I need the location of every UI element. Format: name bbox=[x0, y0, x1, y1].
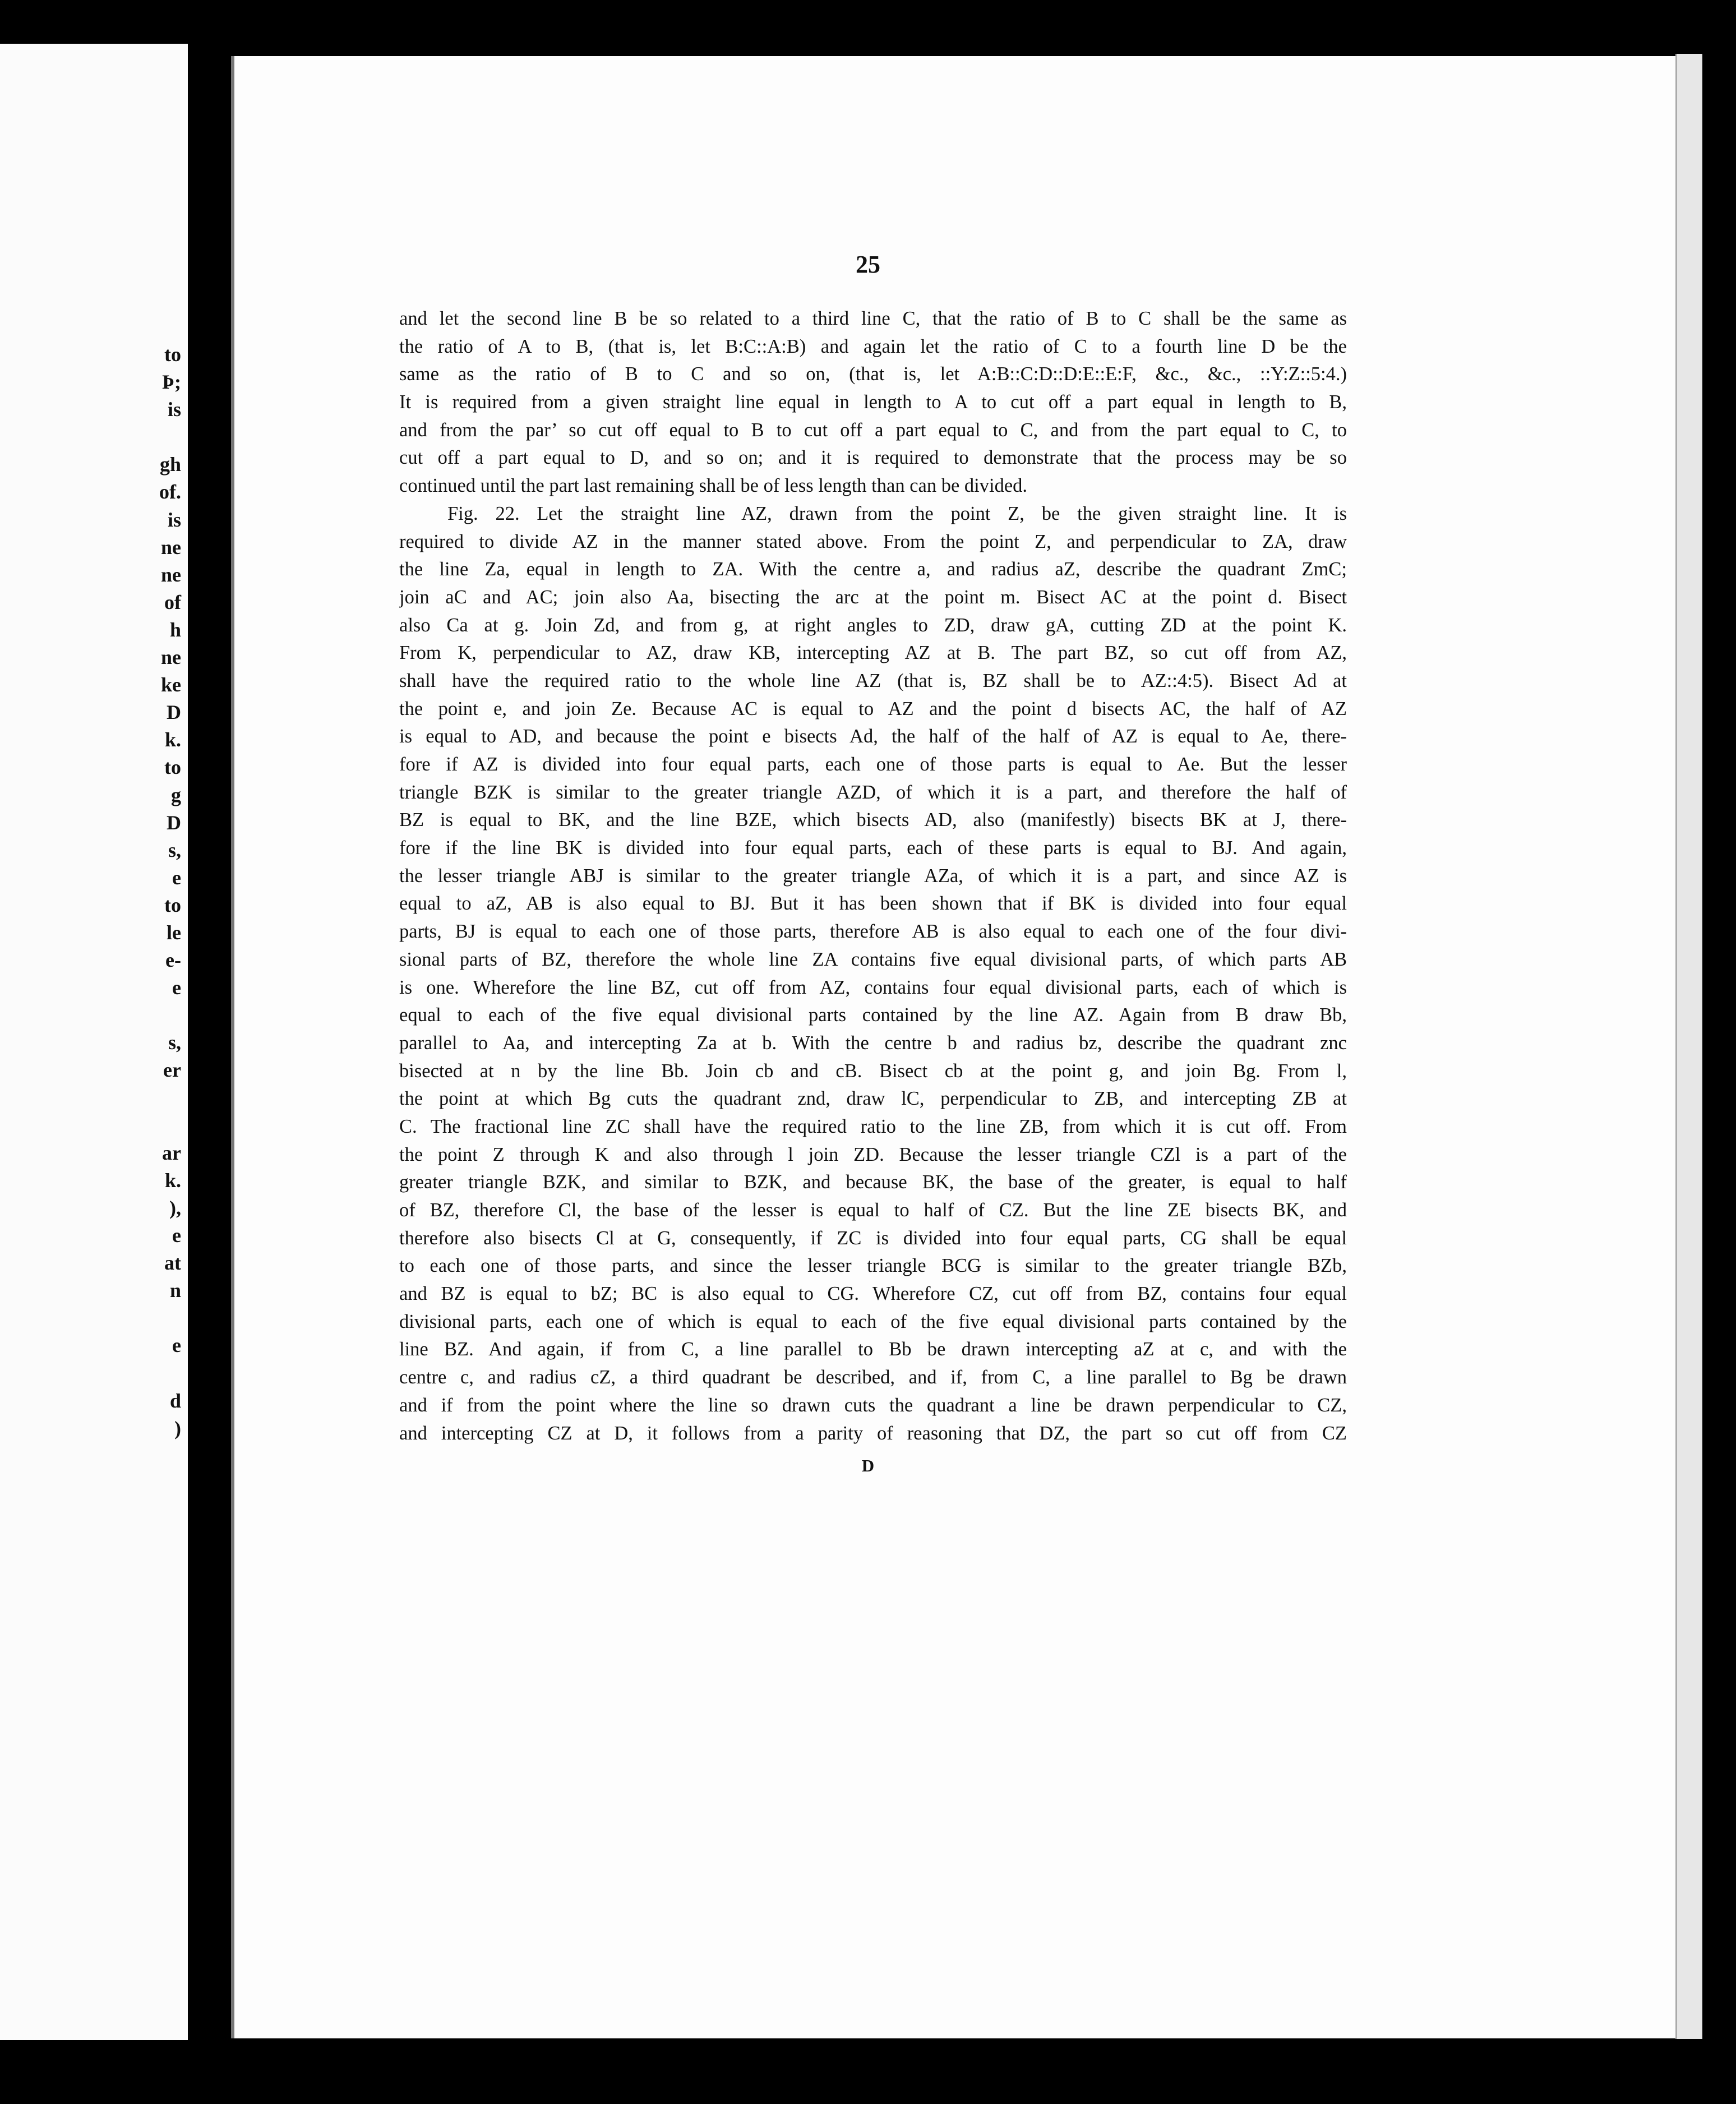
left-fragment: e bbox=[172, 976, 181, 999]
text-line: Fig. 22. Let the straight line AZ, drawn from the point Z, be the given straight line. It is bbox=[447, 502, 1347, 524]
text-line: centre c, and radius cZ, a third quadrant be described, and if, from C, a line parallel to Bg be drawn bbox=[399, 1367, 1347, 1388]
left-fragment: k. bbox=[164, 728, 181, 751]
left-fragment: is bbox=[167, 508, 181, 531]
page-edge-line bbox=[1675, 54, 1677, 2039]
text-line: same as the ratio of B to C and so on, (that is, let A:B::C:D::D:E::E:F, &c., &c., ::Y:Z::5:4.) bbox=[399, 363, 1347, 385]
page-number: 25 bbox=[856, 251, 880, 278]
left-fragment: gh bbox=[159, 453, 181, 476]
left-fragment: to bbox=[164, 343, 181, 366]
text-line: and from the par’ so cut off equal to B to cut off a part equal to C, and from the part equal to C, to bbox=[399, 419, 1347, 441]
left-fragment: n bbox=[169, 1279, 181, 1302]
text-line: parallel to Aa, and intercepting Za at b. With the centre b and radius bz, describe the quadrant znc bbox=[399, 1032, 1347, 1054]
text-line: and let the second line B be so related to a third line C, that the ratio of B to C shall be the same as bbox=[399, 308, 1347, 329]
left-fragment: of. bbox=[159, 481, 181, 504]
text-line: From K, perpendicular to AZ, draw KB, intercepting AZ at B. The part BZ, so cut off from AZ, bbox=[399, 642, 1347, 664]
text-line: and intercepting CZ at D, it follows from a parity of reasoning that DZ, the part so cut off from CZ bbox=[399, 1422, 1347, 1444]
left-fragment: h bbox=[169, 618, 181, 641]
text-line: the line Za, equal in length to ZA. With the centre a, and radius aZ, describe the quadrant ZmC; bbox=[399, 559, 1347, 580]
text-line: parts, BJ is equal to each one of those parts, therefore AB is also equal to each one of the four divi- bbox=[399, 921, 1347, 943]
left-fragment: ne bbox=[161, 646, 181, 669]
text-line: the ratio of A to B, (that is, let B:C::A:B) and again let the ratio of C to a fourth line D be the bbox=[399, 335, 1347, 357]
left-fragment: er bbox=[163, 1059, 181, 1082]
signature-mark: D bbox=[861, 1456, 875, 1475]
text-line: cut off a part equal to D, and so on; and it is required to demonstrate that the process may be so bbox=[399, 447, 1347, 469]
left-fragment bbox=[0, 1112, 181, 1139]
text-line: the lesser triangle ABJ is similar to the greater triangle AZa, of which it is a part, and since AZ is bbox=[399, 865, 1347, 887]
text-line: greater triangle BZK, and similar to BZK, and because BK, the base of the greater, is equal to half bbox=[399, 1171, 1347, 1193]
text-line: line BZ. And again, if from C, a line parallel to Bb be drawn intercepting aZ at c, and with the bbox=[399, 1339, 1347, 1360]
text-line: equal to aZ, AB is also equal to BJ. But it has been shown that if BK is divided into four equal bbox=[399, 893, 1347, 915]
page-edge-shadow bbox=[1677, 54, 1702, 2039]
left-fragment: d bbox=[169, 1389, 181, 1412]
left-page-edge bbox=[0, 44, 188, 2040]
text-line: BZ is equal to BK, and the line BZE, which bisects AD, also (manifestly) bisects BK at J, there- bbox=[399, 809, 1347, 831]
left-fragment: e bbox=[172, 866, 181, 889]
left-fragment: ne bbox=[161, 563, 181, 586]
left-fragment: to bbox=[164, 893, 181, 916]
left-fragment: D bbox=[167, 701, 181, 724]
left-fragment bbox=[0, 1359, 181, 1387]
text-line: triangle BZK is similar to the greater triangle AZD, of which it is a part, and therefore the half of bbox=[399, 781, 1347, 803]
text-line: of BZ, therefore Cl, the base of the lesser is equal to half of CZ. But the line ZE bisects BK, and bbox=[399, 1199, 1347, 1221]
body-text bbox=[399, 305, 1347, 1447]
left-fragment: g bbox=[171, 783, 181, 806]
text-line: It is required from a given straight line equal in length to A to cut off a part equal in length to B, bbox=[399, 391, 1347, 413]
text-line: required to divide AZ in the manner stated above. From the point Z, and perpendicular to ZA, draw bbox=[399, 530, 1347, 552]
text-line: and BZ is equal to bZ; BC is also equal to CG. Wherefore CZ, cut off from BZ, contains four equal bbox=[399, 1283, 1347, 1305]
left-fragment: e bbox=[172, 1224, 181, 1247]
left-fragment: to bbox=[164, 756, 181, 779]
text-line: the point Z through K and also through l join ZD. Because the lesser triangle CZl is a part of the bbox=[399, 1143, 1347, 1165]
left-fragment: of bbox=[164, 590, 181, 613]
left-fragment: ne bbox=[161, 536, 181, 559]
text-line: to each one of those parts, and since the lesser triangle BCG is similar to the greater triangle BZb, bbox=[399, 1255, 1347, 1277]
text-line: the point e, and join Ze. Because AC is equal to AZ and the point d bisects AC, the half of AZ bbox=[399, 698, 1347, 719]
text-line: and if from the point where the line so drawn cuts the quadrant a line be drawn perpendicular to CZ, bbox=[399, 1394, 1347, 1416]
text-line: shall have the required ratio to the whole line AZ (that is, BZ shall be to AZ::4:5). Bisect Ad at bbox=[399, 670, 1347, 691]
left-page-fragments bbox=[0, 341, 188, 1442]
left-fragment: D bbox=[167, 811, 181, 834]
left-fragment: ) bbox=[174, 1416, 181, 1439]
text-line: bisected at n by the line Bb. Join cb and cB. Bisect cb at the point g, and join Bg. From l, bbox=[399, 1060, 1347, 1082]
text-line: therefore also bisects Cl at G, consequently, if ZC is divided into four equal parts, CG shall be equal bbox=[399, 1227, 1347, 1249]
text-line: sional parts of BZ, therefore the whole line ZA contains five equal divisional parts, of which parts AB bbox=[399, 948, 1347, 970]
left-fragment: is bbox=[167, 398, 181, 421]
left-fragment: ke bbox=[161, 673, 181, 696]
left-fragment: ar bbox=[162, 1141, 181, 1164]
left-fragment: at bbox=[164, 1252, 181, 1275]
text-line: is one. Wherefore the line BZ, cut off from AZ, contains four equal divisional parts, each of which is bbox=[399, 976, 1347, 998]
text-line: fore if the line BK is divided into four equal parts, each of these parts is equal to BJ. And again, bbox=[399, 837, 1347, 859]
text-line: equal to each of the five equal divisional parts contained by the line AZ. Again from B draw Bb, bbox=[399, 1004, 1347, 1026]
text-line: is equal to AD, and because the point e bisects Ad, the half of the half of AZ is equal to Ae, there- bbox=[399, 726, 1347, 748]
left-fragment: e- bbox=[165, 949, 181, 972]
text-line: continued until the part last remaining shall be of less length than can be divided. bbox=[399, 475, 1028, 497]
text-line: fore if AZ is divided into four equal parts, each one of those parts is equal to Ae. But the lesser bbox=[399, 754, 1347, 775]
text-line: also Ca at g. Join Zd, and from g, at right angles to ZD, draw gA, cutting ZD at the point K. bbox=[399, 614, 1347, 636]
text-line: the point at which Bg cuts the quadrant znd, draw lC, perpendicular to ZB, and intercepting ZB at bbox=[399, 1088, 1347, 1110]
left-fragment: s, bbox=[168, 838, 181, 861]
text-line: join aC and AC; join also Aa, bisecting the arc at the point m. Bisect AC at the point d. Bisect bbox=[399, 586, 1347, 608]
left-fragment: le bbox=[167, 921, 181, 944]
left-fragment: s, bbox=[168, 1031, 181, 1054]
text-line: C. The fractional line ZC shall have the required ratio to the line ZB, from which it is cut off. From bbox=[399, 1115, 1347, 1137]
left-fragment bbox=[0, 1304, 181, 1332]
left-fragment bbox=[0, 423, 181, 451]
text-line: divisional parts, each one of which is equal to each of the five equal divisional parts contained by the bbox=[399, 1311, 1347, 1332]
left-fragment: k. bbox=[164, 1169, 181, 1192]
left-fragment: Þ; bbox=[162, 371, 181, 394]
left-fragment: e bbox=[172, 1334, 181, 1357]
left-fragment bbox=[0, 1085, 181, 1112]
left-fragment bbox=[0, 1002, 181, 1029]
left-fragment: ), bbox=[169, 1196, 181, 1219]
